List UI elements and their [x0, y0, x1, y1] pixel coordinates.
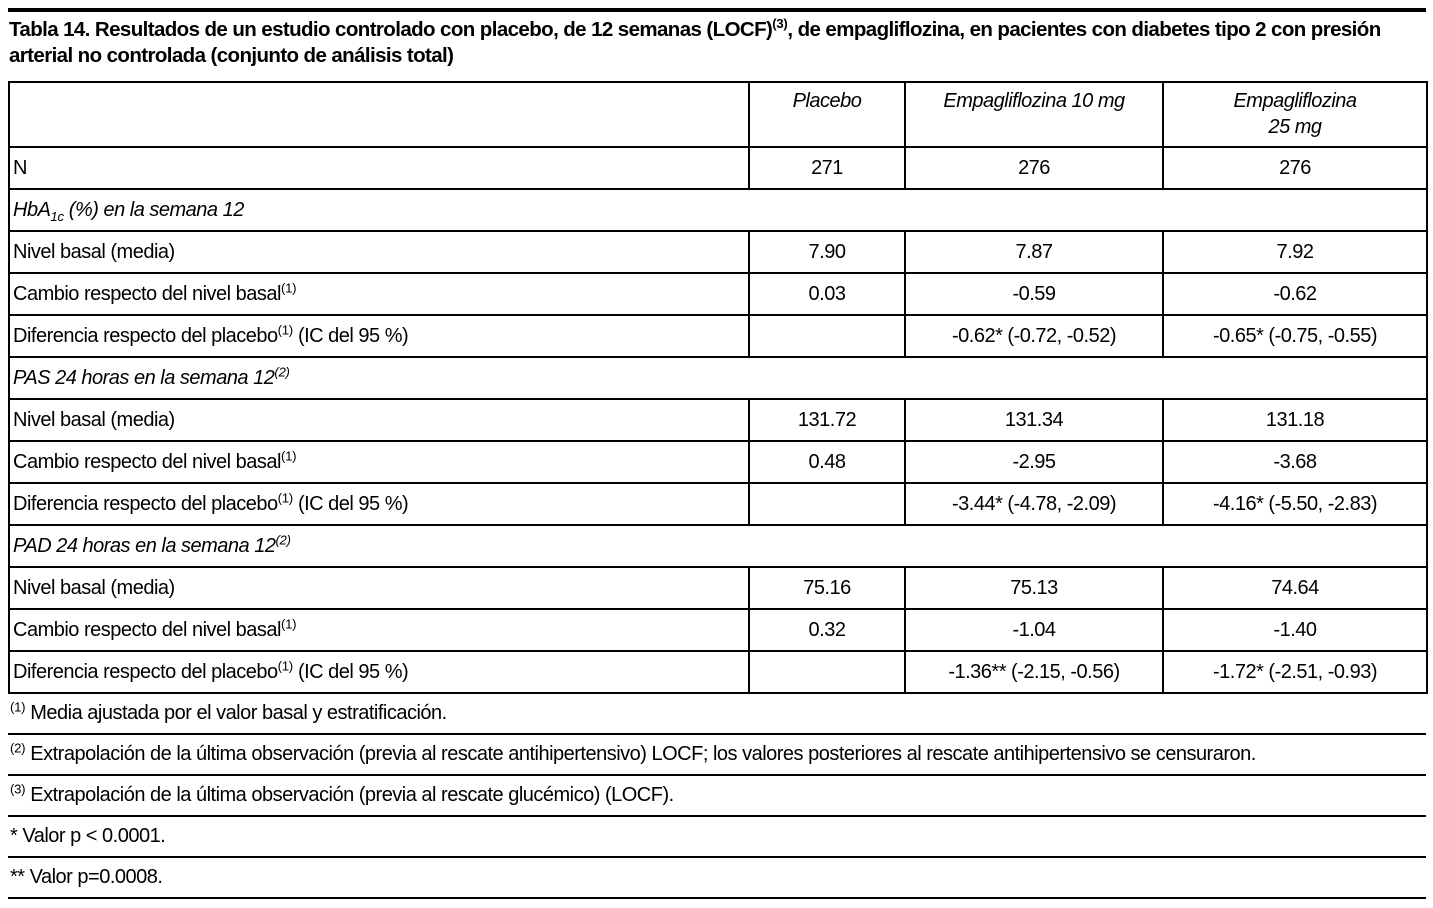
label-text: PAD 24 horas en la semana 12: [13, 534, 276, 557]
footnote: [8, 817, 1426, 858]
label-sub: 1c: [50, 208, 64, 224]
value-cell: 276: [1163, 147, 1427, 189]
section-header-cell: [9, 189, 1427, 231]
row-label-cell: [9, 441, 749, 483]
header-cell-treatment: Placebo: [749, 82, 905, 147]
value-cell: [749, 651, 905, 693]
footnote-marker: (1): [10, 699, 26, 715]
table-title-suffix: , de empagliflozina, en pacientes con diabetes tipo 2 con presión arterial no controlada (conjunto de análisis total): [9, 18, 1381, 67]
section-header-cell: [9, 525, 1427, 567]
footnote: [8, 694, 1426, 735]
value-cell: 271: [749, 147, 905, 189]
header-row: [9, 82, 1427, 147]
label-text: N: [13, 156, 27, 179]
value-cell: -0.59: [905, 273, 1163, 315]
table-row: [9, 651, 1427, 693]
table-row: [9, 483, 1427, 525]
value-cell: 276: [905, 147, 1163, 189]
table-row: [9, 273, 1427, 315]
table-row: [9, 147, 1427, 189]
row-label-cell: [9, 273, 749, 315]
label-text: Diferencia respecto del placebo: [13, 324, 278, 347]
results-table: [8, 81, 1428, 694]
label-text: (IC del 95 %): [292, 492, 409, 515]
footnote-text: Media ajustada por el valor basal y estratificación.: [25, 702, 447, 724]
footnote: [8, 776, 1426, 817]
row-label-cell: [9, 399, 749, 441]
value-cell: -0.62: [1163, 273, 1427, 315]
value-cell: -1.04: [905, 609, 1163, 651]
label-text: HbA: [13, 198, 51, 221]
table-row: [9, 315, 1427, 357]
label-text: (%) en la semana 12: [63, 198, 244, 221]
section-row: [9, 189, 1427, 231]
value-cell: 75.13: [905, 567, 1163, 609]
value-cell: 7.87: [905, 231, 1163, 273]
label-text: Nivel basal (media): [13, 408, 175, 431]
table-row: [9, 399, 1427, 441]
label-text: (IC del 95 %): [292, 660, 409, 683]
label-text: Diferencia respecto del placebo: [13, 492, 278, 515]
value-cell: 75.16: [749, 567, 905, 609]
value-cell: 7.90: [749, 231, 905, 273]
label-sup: (2): [274, 363, 290, 379]
table-row: [9, 567, 1427, 609]
value-cell: -1.40: [1163, 609, 1427, 651]
value-cell: 0.03: [749, 273, 905, 315]
value-cell: 131.34: [905, 399, 1163, 441]
table-row: [9, 609, 1427, 651]
label-text: (IC del 95 %): [292, 324, 409, 347]
label-text: Nivel basal (media): [13, 240, 175, 263]
footnote: [8, 858, 1426, 899]
value-cell: -0.62* (-0.72, -0.52): [905, 315, 1163, 357]
value-cell: -2.95: [905, 441, 1163, 483]
value-cell: 0.48: [749, 441, 905, 483]
header-cell-blank: [9, 82, 749, 147]
value-cell: -0.65* (-0.75, -0.55): [1163, 315, 1427, 357]
footnote-text: Extrapolación de la última observación (previa al rescate glucémico) (LOCF).: [25, 784, 674, 806]
footnote-marker: (2): [10, 740, 26, 756]
label-sup: (2): [275, 531, 291, 547]
row-label-cell: [9, 609, 749, 651]
table-title: [8, 12, 1427, 81]
row-label-cell: [9, 147, 749, 189]
label-text: Cambio respecto del nivel basal: [13, 282, 281, 305]
label-sup: (1): [277, 321, 293, 337]
row-label-cell: [9, 483, 749, 525]
label-sup: (1): [281, 279, 297, 295]
table-title-superscript: (3): [772, 16, 788, 32]
row-label-cell: [9, 315, 749, 357]
value-cell: 7.92: [1163, 231, 1427, 273]
value-cell: 74.64: [1163, 567, 1427, 609]
value-cell: [749, 315, 905, 357]
section-row: [9, 357, 1427, 399]
table-title-text: Tabla 14. Resultados de un estudio controlado con placebo, de 12 semanas (LOCF): [9, 18, 773, 41]
value-cell: 0.32: [749, 609, 905, 651]
value-cell: 131.72: [749, 399, 905, 441]
section-header-cell: [9, 357, 1427, 399]
table-row: [9, 441, 1427, 483]
footnote-text: Valor p < 0.0001.: [17, 825, 166, 847]
header-cell-treatment: Empagliflozina 25 mg: [1163, 82, 1427, 147]
section-row: [9, 525, 1427, 567]
label-sup: (1): [277, 657, 293, 673]
footnote-text: Extrapolación de la última observación (previa al rescate antihipertensivo) LOCF; los valores posteriores al rescate antihipertensivo se censuraron.: [25, 743, 1256, 765]
footnote: [8, 735, 1426, 776]
value-cell: -4.16* (-5.50, -2.83): [1163, 483, 1427, 525]
label-sup: (1): [281, 447, 297, 463]
label-text: PAS 24 horas en la semana 12: [13, 366, 275, 389]
value-cell: 131.18: [1163, 399, 1427, 441]
header-cell-treatment: Empagliflozina 10 mg: [905, 82, 1163, 147]
label-sup: (1): [277, 489, 293, 505]
label-text: Cambio respecto del nivel basal: [13, 618, 281, 641]
footnote-marker: **: [10, 866, 25, 888]
label-sup: (1): [281, 615, 297, 631]
row-label-cell: [9, 651, 749, 693]
label-text: Diferencia respecto del placebo: [13, 660, 278, 683]
row-label-cell: [9, 567, 749, 609]
table-row: [9, 231, 1427, 273]
footnote-marker: (3): [10, 781, 26, 797]
value-cell: [749, 483, 905, 525]
value-cell: -1.36** (-2.15, -0.56): [905, 651, 1163, 693]
value-cell: -3.68: [1163, 441, 1427, 483]
footnote-text: Valor p=0.0008.: [24, 866, 163, 888]
label-text: Cambio respecto del nivel basal: [13, 450, 281, 473]
footnote-marker: *: [10, 825, 18, 847]
row-label-cell: [9, 231, 749, 273]
value-cell: -1.72* (-2.51, -0.93): [1163, 651, 1427, 693]
label-text: Nivel basal (media): [13, 576, 175, 599]
value-cell: -3.44* (-4.78, -2.09): [905, 483, 1163, 525]
footnotes-section: [8, 694, 1426, 899]
